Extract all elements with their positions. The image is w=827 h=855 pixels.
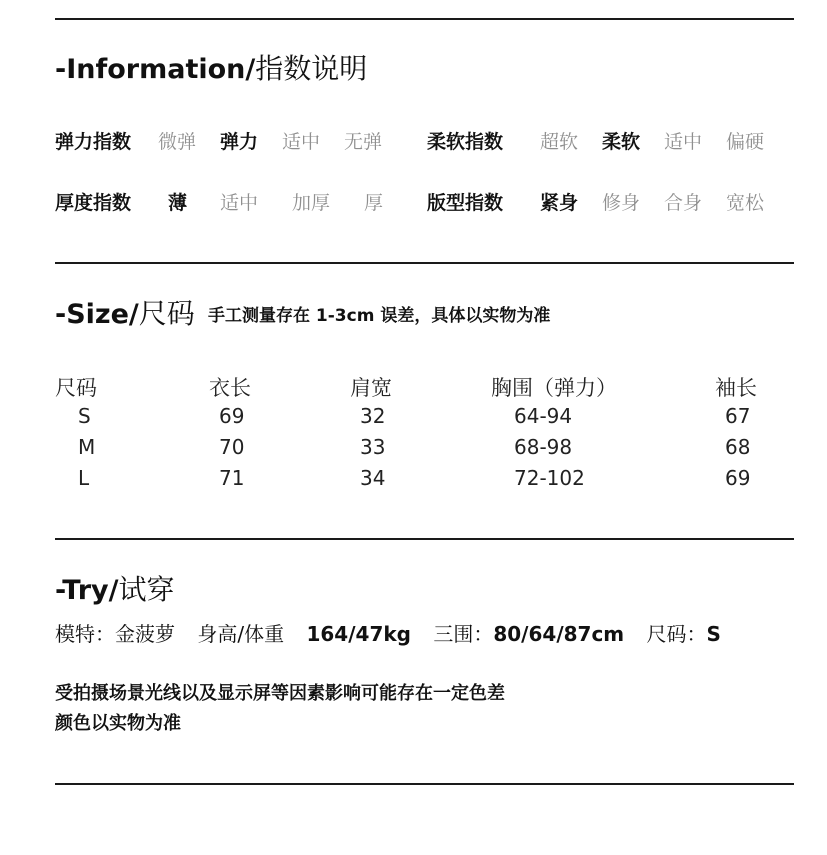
size-cell: 69 bbox=[725, 466, 751, 490]
try-heading bbox=[55, 568, 174, 608]
size-cell: 69 bbox=[219, 404, 245, 428]
index-option: 加厚 bbox=[292, 192, 331, 214]
size-cell: L bbox=[78, 466, 90, 490]
size-cell: 34 bbox=[360, 466, 386, 490]
size-header-shoulder: 肩宽 bbox=[350, 376, 392, 400]
size-heading-cn: 尺码 bbox=[138, 297, 195, 330]
model-name: 模特：金菠萝 bbox=[55, 622, 175, 646]
model-height-label: 身高/体重 bbox=[197, 622, 285, 646]
index-label-fit: 版型指数 bbox=[427, 192, 504, 214]
index-option-selected: 弹力 bbox=[220, 131, 259, 153]
size-cell: 67 bbox=[725, 404, 751, 428]
size-heading bbox=[55, 292, 195, 332]
size-cell: S bbox=[78, 404, 91, 428]
model-measure-label: 三围： bbox=[433, 622, 494, 646]
size-cell: M bbox=[78, 435, 96, 459]
size-cell: 64-94 bbox=[514, 404, 573, 428]
divider-info bbox=[55, 262, 794, 264]
size-cell: 33 bbox=[360, 435, 386, 459]
index-option: 微弹 bbox=[158, 131, 197, 153]
size-cell: 71 bbox=[219, 466, 245, 490]
index-label-softness: 柔软指数 bbox=[427, 131, 504, 153]
size-header-length: 衣长 bbox=[209, 376, 251, 400]
index-option-selected: 薄 bbox=[168, 192, 188, 214]
size-cell: 72-102 bbox=[514, 466, 585, 490]
model-size-label: 尺码： bbox=[646, 622, 707, 646]
size-heading-en: -Size/ bbox=[55, 299, 139, 330]
size-note: 手工测量存在 1-3cm 误差，具体以实物为准 bbox=[208, 306, 551, 326]
index-option-selected: 紧身 bbox=[540, 192, 579, 214]
model-size-value: S bbox=[706, 622, 721, 646]
size-header-sleeve: 袖长 bbox=[715, 376, 757, 400]
disclaimer-line-1: 受拍摄场景光线以及显示屏等因素影响可能存在一定色差 bbox=[55, 683, 505, 704]
model-height-value: 164/47kg bbox=[306, 622, 411, 646]
information-heading-cn: 指数说明 bbox=[255, 52, 368, 85]
divider-size bbox=[55, 538, 794, 540]
size-header-size: 尺码 bbox=[55, 376, 97, 400]
index-label-elasticity: 弹力指数 bbox=[55, 131, 132, 153]
index-option: 无弹 bbox=[344, 131, 383, 153]
size-cell: 68-98 bbox=[514, 435, 573, 459]
index-option: 宽松 bbox=[726, 192, 765, 214]
size-cell: 32 bbox=[360, 404, 386, 428]
try-heading-en: -Try/ bbox=[55, 575, 119, 606]
size-cell: 70 bbox=[219, 435, 245, 459]
information-heading bbox=[55, 47, 367, 87]
index-option: 合身 bbox=[664, 192, 703, 214]
divider-top bbox=[55, 18, 794, 20]
try-heading-cn: 试穿 bbox=[118, 573, 175, 606]
index-option: 厚 bbox=[364, 192, 384, 214]
information-heading-en: -Information/ bbox=[55, 54, 256, 85]
model-measure-value: 80/64/87cm bbox=[493, 622, 625, 646]
index-option-selected: 柔软 bbox=[602, 131, 641, 153]
model-info bbox=[55, 618, 721, 647]
index-option: 偏硬 bbox=[726, 131, 765, 153]
size-cell: 68 bbox=[725, 435, 751, 459]
index-option: 超软 bbox=[540, 131, 579, 153]
disclaimer-line-2: 颜色以实物为准 bbox=[55, 713, 181, 734]
size-header-chest: 胸围（弹力） bbox=[491, 376, 617, 400]
index-option: 适中 bbox=[220, 192, 259, 214]
index-option: 修身 bbox=[602, 192, 641, 214]
divider-bottom bbox=[55, 783, 794, 785]
index-option: 适中 bbox=[664, 131, 703, 153]
index-option: 适中 bbox=[282, 131, 321, 153]
index-label-thickness: 厚度指数 bbox=[55, 192, 132, 214]
